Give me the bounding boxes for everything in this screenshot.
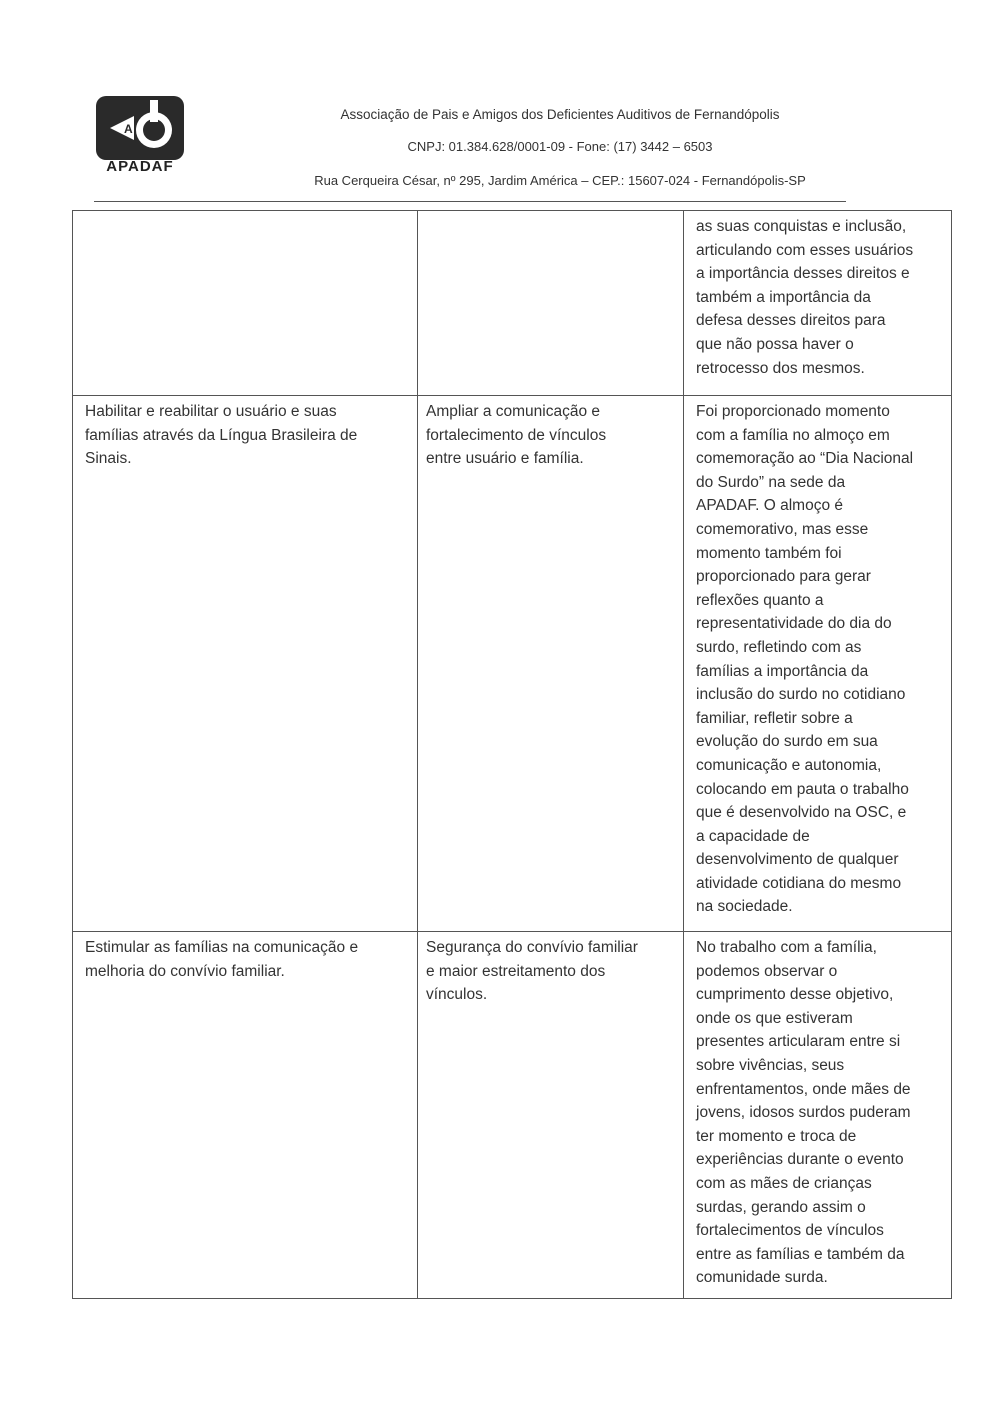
text-line: comemorativo, mas esse <box>696 520 869 538</box>
text-line: fortalecimento de vínculos <box>426 426 607 444</box>
text-line: retrocesso dos mesmos. <box>696 359 865 377</box>
organization-name: Associação de Pais e Amigos dos Deficientes Auditivos de Fernandópolis <box>340 107 780 122</box>
svg-text:A: A <box>124 122 133 136</box>
text-line: também a importância da <box>696 288 871 306</box>
text-line: representatividade do dia do <box>696 615 892 633</box>
table-row <box>72 931 952 1299</box>
text-line: do Surdo” na sede da <box>696 473 846 491</box>
logo-text: APADAF <box>106 158 174 175</box>
text-line: a importância desses direitos e <box>696 265 910 283</box>
text-line: ter momento e troca de <box>696 1127 857 1145</box>
text-line: famílias a importância da <box>696 662 869 680</box>
text-line: vínculos. <box>426 986 488 1004</box>
text-line: desenvolvimento de qualquer <box>696 851 899 869</box>
text-line: na sociedade. <box>696 898 793 916</box>
text-line: presentes articularam entre si <box>696 1033 901 1051</box>
organization-address: Rua Cerqueira César, nº 295, Jardim América – CEP.: 15607-024 - Fernandópolis-SP <box>314 173 806 188</box>
text-line: No trabalho com a família, <box>696 939 877 956</box>
text-line: com as mães de crianças <box>696 1174 872 1192</box>
text-line: as suas conquistas e inclusão, <box>696 218 907 235</box>
text-line: surdo, refletindo com as <box>696 638 862 656</box>
text-line: proporcionado para gerar <box>696 568 871 586</box>
objective-cell <box>73 396 417 931</box>
text-line: entre usuário e família. <box>426 450 584 468</box>
organization-cnpj-phone: CNPJ: 01.384.628/0001-09 - Fone: (17) 3442 – 6503 <box>407 139 713 154</box>
text-line: comunicação e autonomia, <box>696 756 882 774</box>
text-line: jovens, idosos surdos puderam <box>696 1104 911 1122</box>
text-line: atividade cotidiana do mesmo <box>696 874 902 892</box>
objective-cell <box>73 932 417 1298</box>
text-line: Sinais. <box>85 450 132 468</box>
header-divider <box>94 201 846 202</box>
text-line: onde os que estiveram <box>696 1009 853 1027</box>
result-cell <box>683 396 951 931</box>
text-line: melhoria do convívio familiar. <box>85 962 285 980</box>
text-line: Segurança do convívio familiar <box>426 939 638 956</box>
expected-result-cell <box>417 396 683 931</box>
text-line: Foi proporcionado momento <box>696 403 890 420</box>
expected-result-cell <box>417 932 683 1298</box>
table-row <box>72 395 952 931</box>
result-cell <box>683 932 951 1298</box>
text-line: que é desenvolvido na OSC, e <box>696 804 907 822</box>
text-line: entre as famílias e também da <box>696 1245 905 1263</box>
text-line: APADAF. O almoço é <box>696 497 844 515</box>
text-line: Habilitar e reabilitar o usuário e suas <box>85 403 337 420</box>
table-row <box>72 210 952 395</box>
text-line: experiências durante o evento <box>696 1151 904 1169</box>
text-line: cumprimento desse objetivo, <box>696 986 894 1004</box>
text-line: surdas, gerando assim o <box>696 1198 866 1216</box>
text-line: momento também foi <box>696 544 842 562</box>
text-line: Ampliar a comunicação e <box>426 403 601 420</box>
activities-table <box>72 210 952 1299</box>
text-line: evolução do surdo em sua <box>696 733 878 751</box>
text-line: reflexões quanto a <box>696 591 824 609</box>
text-line: Estimular as famílias na comunicação e <box>85 939 359 956</box>
text-line: comunidade surda. <box>696 1269 828 1287</box>
text-line: enfrentamentos, onde mães de <box>696 1080 911 1098</box>
text-line: fortalecimentos de vínculos <box>696 1222 884 1240</box>
result-cell <box>683 211 951 395</box>
text-line: podemos observar o <box>696 962 838 980</box>
text-line: defesa desses direitos para <box>696 312 886 330</box>
text-line: familiar, refletir sobre a <box>696 709 853 727</box>
text-line: famílias através da Língua Brasileira de <box>85 426 358 444</box>
text-line: sobre vivências, seus <box>696 1056 845 1074</box>
text-line: com a família no almoço em <box>696 426 890 444</box>
text-line: e maior estreitamento dos <box>426 962 606 980</box>
text-line: articulando com esses usuários <box>696 241 914 259</box>
text-line: inclusão do surdo no cotidiano <box>696 686 906 704</box>
text-line: colocando em pauta o trabalho <box>696 780 909 798</box>
text-line: a capacidade de <box>696 827 810 845</box>
expected-result-cell <box>417 211 683 395</box>
text-line: comemoração ao “Dia Nacional <box>696 450 914 468</box>
objective-cell <box>73 211 417 395</box>
text-line: que não possa haver o <box>696 335 854 353</box>
